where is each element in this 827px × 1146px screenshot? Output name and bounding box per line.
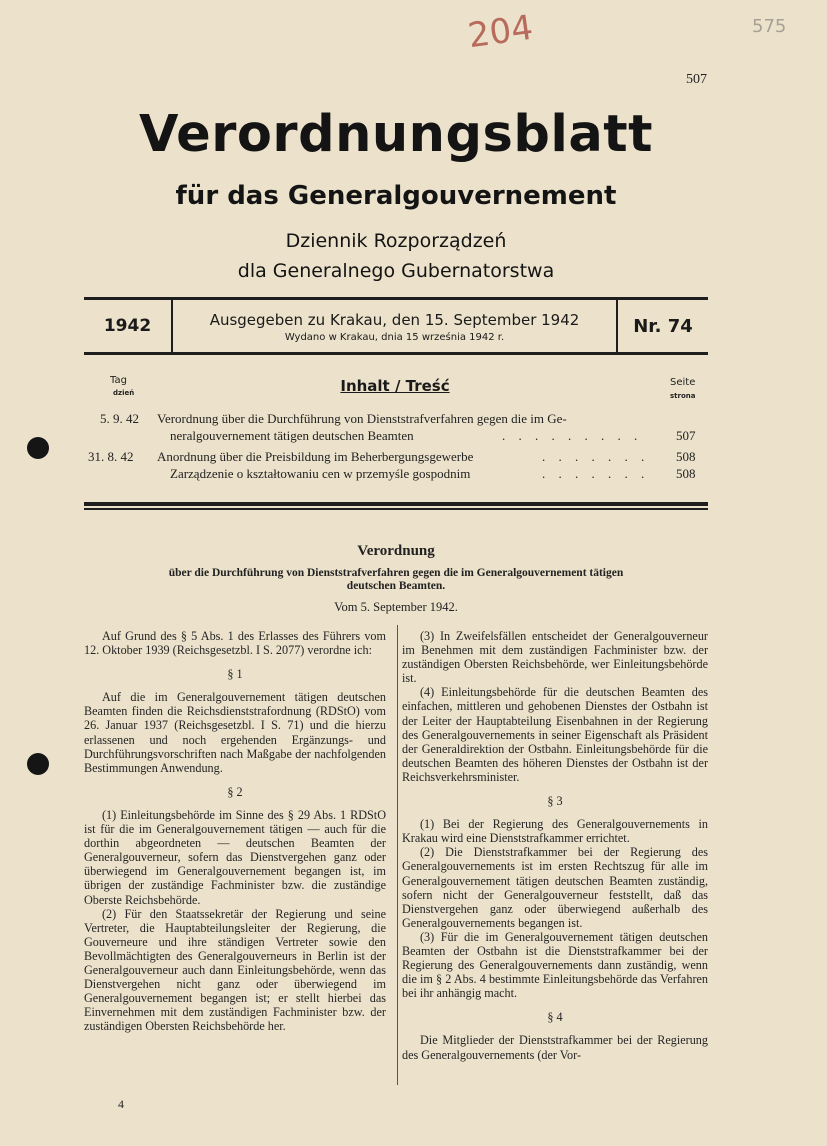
decree-date: Vom 5. September 1942. xyxy=(334,600,458,614)
contents-entry-title-line2: neralgouvernement tätigen deutschen Beamten xyxy=(170,428,414,443)
section-3-para-2: (2) Die Dienststrafkammer bei der Regierung des Generalgouvernements ist im ersten Rechtszug für alle im Generalgouvernement tätigen deutschen Beamten zuständig, sofern nicht der Generalgouverneur feststellt, daß das Dienstvergehen ganz oder überwiegend außerhalb des Generalgouvernements begangen ist. xyxy=(402,845,708,930)
decree-subheading-line1: über die Durchführung von Dienststrafverfahren gegen die im Generalgouvernement tätigen xyxy=(168,567,624,579)
issue-date-german: Ausgegeben zu Krakau, den 15. September 1942 xyxy=(209,311,580,329)
contents-entry-page: 508 xyxy=(676,466,696,481)
handwritten-number-annotation: 204 xyxy=(465,7,536,57)
contents-heading: Inhalt / Treść xyxy=(340,377,450,395)
punch-hole xyxy=(27,753,49,775)
page-number: 507 xyxy=(686,72,707,87)
decree-heading: Verordnung xyxy=(357,543,435,559)
decree-subheading-line2: deutschen Beamten. xyxy=(346,580,446,592)
section-3-title: § 3 xyxy=(547,794,563,809)
issue-box-bottom-rule xyxy=(84,352,708,355)
section-2-para-2: (2) Für den Staatssekretär der Regierung und seine Vertreter, die Hauptabteilungsleiter der Regierung, die Gouverneure und ihre ständigen Vertreter sowie den Bevollmächtigten des Generalgouverneurs in Berlin ist der Generalgouverneur auch dann Einleitungsbehörde, wenn das Dienstvergehen nicht ganz oder überwiegend im Generalgouvernement begangen ist; er stellt hierbei das Einvernehmen mit dem zuständigen Fachminister bzw. der zuständigen Obersten Reichsbehörde her. xyxy=(84,906,386,1034)
right-column xyxy=(402,629,708,1062)
masthead-title: Verordnungsblatt xyxy=(138,105,654,164)
section-4-title: § 4 xyxy=(547,1010,563,1025)
contents-entry-dots: . . . . . . . xyxy=(542,466,650,481)
contents-entry-dots: . . . . . . . xyxy=(542,449,650,464)
section-4-para-1: Die Mitglieder der Dienststrafkammer bei der Regierung des Generalgouvernements (der Vor- xyxy=(402,1033,708,1062)
contents-entry-dots: . . . . . . . . . xyxy=(502,428,643,443)
decree-intro: Auf Grund des § 5 Abs. 1 des Erlasses des Führers vom 12. Oktober 1939 (Reichsgesetzbl. I S. 2077) verordne ich: xyxy=(84,629,386,658)
contents-col-day-polish: dzień xyxy=(113,389,135,397)
footer-number: 4 xyxy=(118,1097,124,1111)
contents-entry-date: 31. 8. 42 xyxy=(88,449,134,464)
decree-subheading xyxy=(84,567,708,593)
issue-date-polish: Wydano w Krakau, dnia 15 września 1942 r. xyxy=(284,332,505,343)
masthead-subtitle: für das Generalgouvernement xyxy=(175,181,617,211)
pencil-number-annotation: 575 xyxy=(752,16,787,37)
contents-entry-page: 508 xyxy=(676,449,696,464)
contents-entry-title: Anordnung über die Preisbildung im Beherbergungsgewerbe xyxy=(157,449,474,464)
section-2-para-3: (3) In Zweifelsfällen entscheidet der Generalgouverneur im Benehmen mit dem zuständigen Fachminister bzw. der zuständigen Obersten Reichsbehörde, wer Einleitungsbehörde ist. xyxy=(402,629,708,686)
issue-year: 1942 xyxy=(103,316,152,336)
contents-bottom-rule xyxy=(84,502,708,506)
section-2-para-4: (4) Einleitungsbehörde für die deutschen Beamten des einfachen, mittleren und gehobenen Dienstes der Ostbahn ist der Leiter der Hauptabteilung Eisenbahnen in der Regierung des Generalgouvernements in seiner Eigenschaft als Präsident der Generaldirektion der Ostbahn. Einleitungsbehörde für die deutschen Beamten des höheren Dienstes der Ostbahn ist der Reichsverkehrsminister. xyxy=(402,685,708,784)
issue-number: Nr. 74 xyxy=(633,316,693,337)
contents-entry xyxy=(84,465,708,482)
contents-entry-page: 507 xyxy=(676,428,696,443)
contents-col-page-polish: strona xyxy=(670,392,696,400)
section-2-para-1: (1) Einleitungsbehörde im Sinne des § 29 Abs. 1 RDStO ist für die im Generalgouvernement tätigen — auch für die dorthin abgeordneten — deutschen Beamten der Generalgouverneur, sofern das Dienstvergehen ganz oder überwiegend im Generalgouvernement begangen ist, im übrigen der zuständige Fachminister bzw. die zuständige Oberste Reichsbehörde. xyxy=(84,807,386,907)
masthead-polish-line2: dla Generalnego Gubernatorstwa xyxy=(237,260,555,282)
issue-box-top-rule xyxy=(84,297,708,300)
punch-hole xyxy=(27,437,49,459)
contents-entry-title: Zarządzenie o kształtowaniu cen w przemyśle gospodnim xyxy=(170,466,471,481)
section-3-para-1: (1) Bei der Regierung des Generalgouvernements in Krakau wird eine Dienststrafkammer errichtet. xyxy=(402,817,708,846)
contents-entry-title-line1: Verordnung über die Durchführung von Dienststrafverfahren gegen die im Ge- xyxy=(157,411,567,426)
contents-entry-date: 5. 9. 42 xyxy=(100,411,139,426)
section-1-text: Auf die im Generalgouvernement tätigen deutschen Beamten finden die Reichsdienststrafordnung (RDStO) vom 26. Januar 1937 (Reichsgesetzbl. I S. 71) und die hierzu erlassenen und noch ergehenden Ergänzungs- und Durchführungsvorschriften nach Maßgabe der nachfolgenden Bestimmungen Anwendung. xyxy=(84,690,386,775)
contents-list xyxy=(84,410,708,481)
left-column xyxy=(84,629,386,1033)
column-divider xyxy=(397,625,398,1085)
section-1-title: § 1 xyxy=(227,667,243,682)
contents-entry xyxy=(84,448,708,465)
section-2-title: § 2 xyxy=(227,784,243,799)
contents-col-page: Seite xyxy=(670,377,696,388)
masthead-polish-line1: Dziennik Rozporządzeń xyxy=(285,230,507,252)
contents-entry xyxy=(84,410,708,444)
section-3-para-3: (3) Für die im Generalgouvernement tätigen deutschen Beamten der Ostbahn ist die Dienststrafkammer bei der Regierung des Generalgouvernements dann zuständig, wenn die im § 2 Abs. 4 bestimmte Einleitungsbehörde das Verfahren bei ihr anhängig macht. xyxy=(402,929,708,1001)
contents-bottom-rule-thin xyxy=(84,508,708,510)
contents-col-day: Tag xyxy=(110,375,127,386)
